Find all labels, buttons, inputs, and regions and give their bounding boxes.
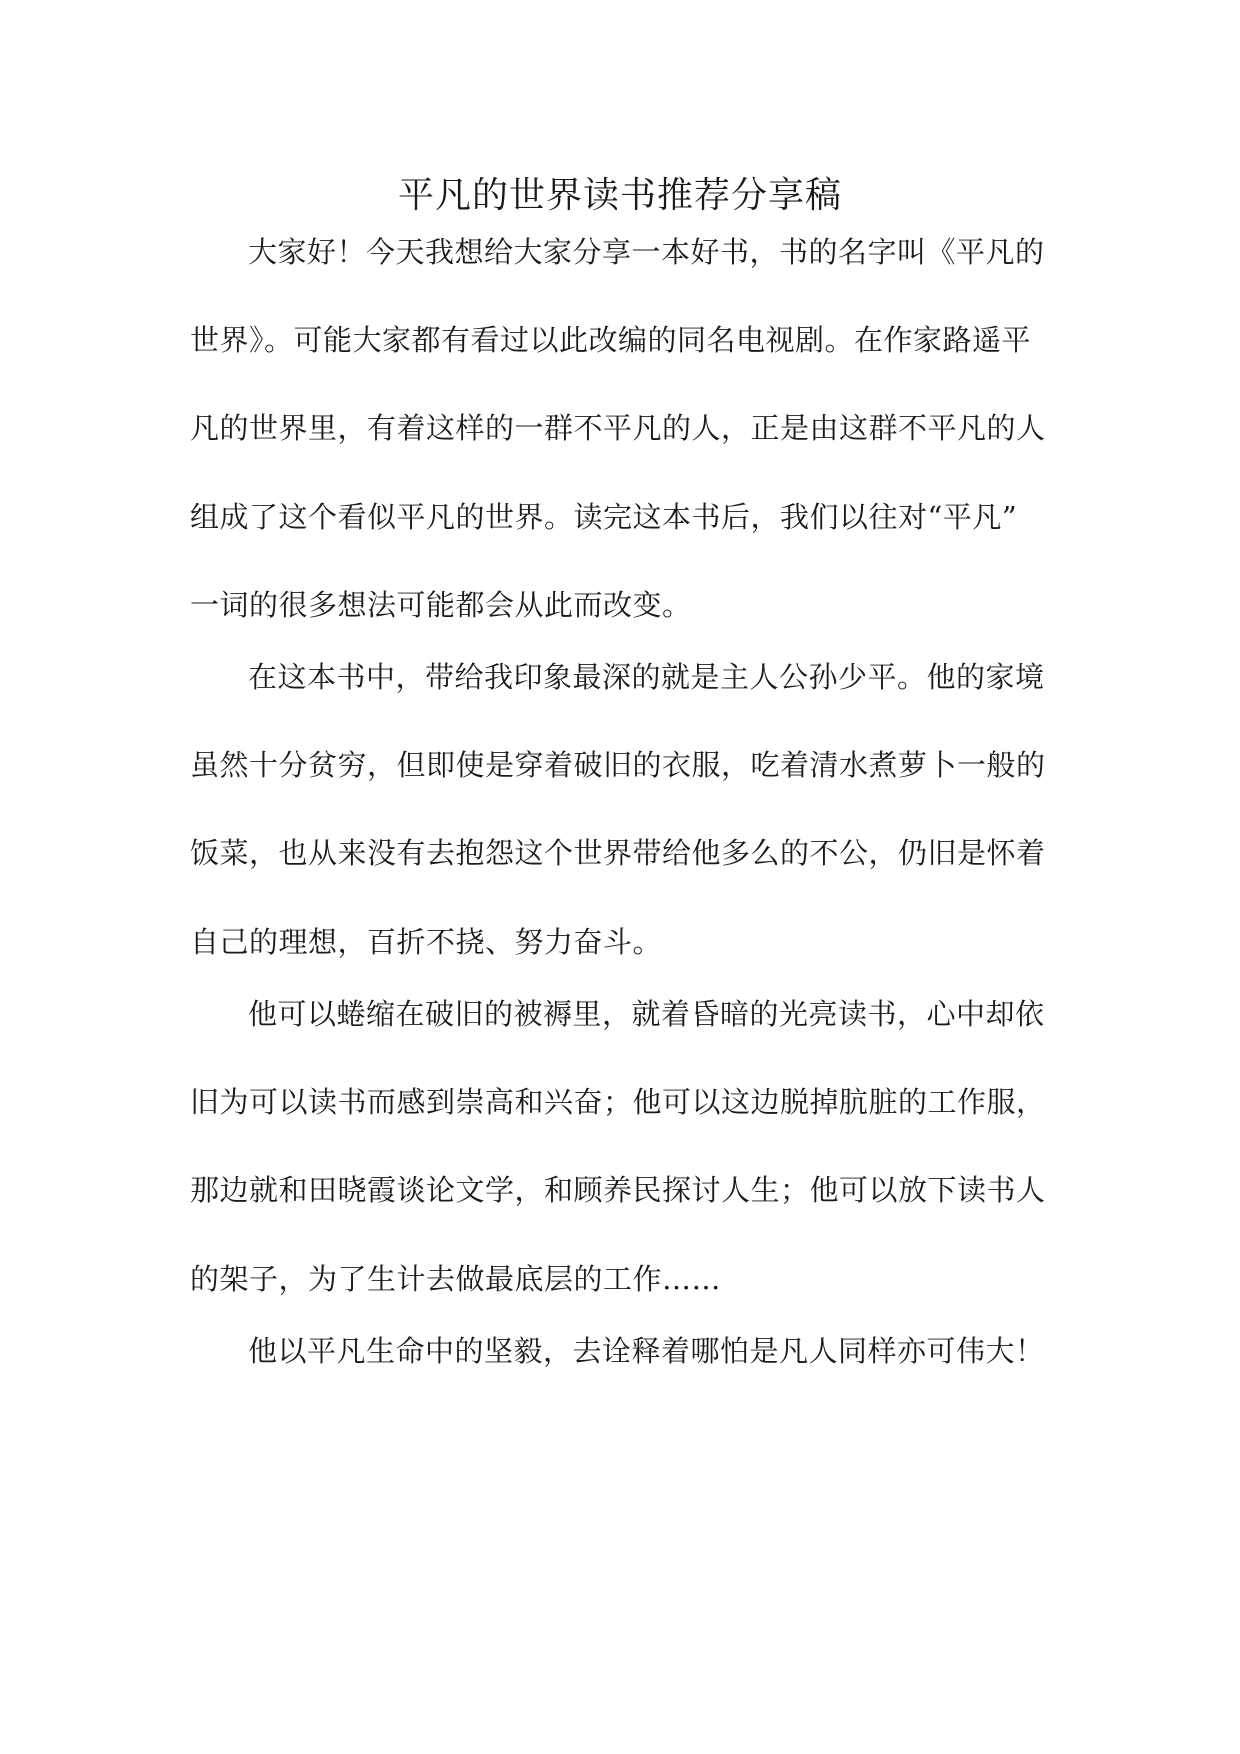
document-title: 平凡的世界读书推荐分享稿 [397, 175, 842, 216]
paragraph-1-line-3: 凡的世界里，有着这样的一群不平凡的人，正是由这群不平凡的人 [190, 411, 1046, 445]
paragraph-2-line-3: 饭菜，也从来没有去抱怨这个世界带给他多么的不公，仍旧是怀着 [190, 836, 1046, 870]
paragraph-3-line-1: 他可以蜷缩在破旧的被褥里，就着昏暗的光亮读书，心中却依 [248, 997, 1045, 1031]
paragraph-1-line-1: 大家好！今天我想给大家分享一本好书，书的名字叫《平凡的 [248, 235, 1045, 269]
paragraph-2-line-4: 自己的理想，百折不挠、努力奋斗。 [190, 925, 663, 959]
paragraph-2-line-1: 在这本书中，带给我印象最深的就是主人公孙少平。他的家境 [248, 660, 1045, 694]
paragraph-2-line-2: 虽然十分贫穷，但即使是穿着破旧的衣服，吃着清水煮萝卜一般的 [190, 748, 1046, 782]
paragraph-1-line-5: 一词的很多想法可能都会从此而改变。 [190, 588, 692, 622]
paragraph-1-line-4: 组成了这个看似平凡的世界。读完这本书后，我们以往对“平凡” [190, 500, 1018, 534]
paragraph-3-line-4: 的架子，为了生计去做最底层的工作…… [190, 1262, 722, 1296]
paragraph-3-line-2: 旧为可以读书而感到崇高和兴奋；他可以这边脱掉肮脏的工作服， [190, 1085, 1046, 1119]
paragraph-1-line-2: 世界》。可能大家都有看过以此改编的同名电视剧。在作家路遥平 [190, 323, 1032, 357]
paragraph-3-line-3: 那边就和田晓霞谈论文学，和顾养民探讨人生；他可以放下读书人 [190, 1173, 1046, 1207]
paragraph-4-line-1: 他以平凡生命中的坚毅，去诠释着哪怕是凡人同样亦可伟大！ [248, 1334, 1045, 1368]
